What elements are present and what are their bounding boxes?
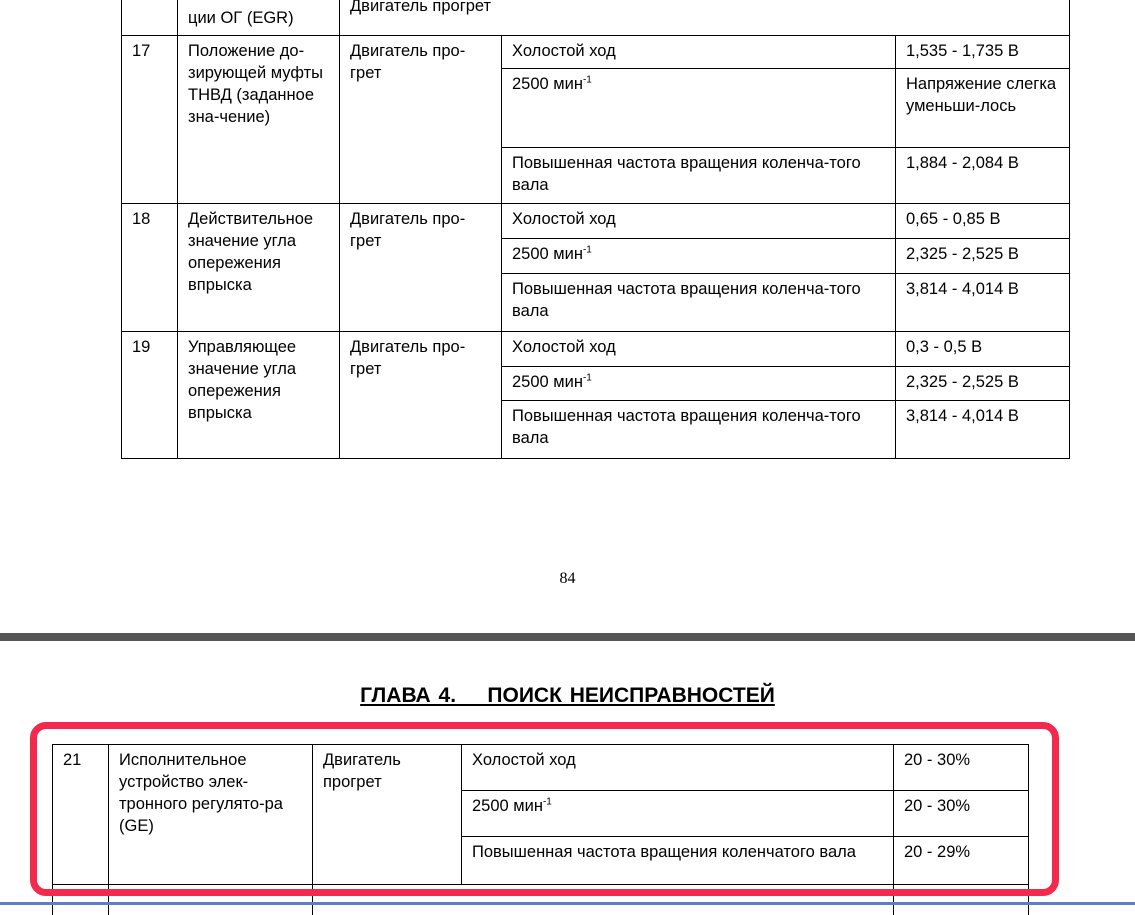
- value-cell: 2,325 - 2,525 В: [896, 367, 1070, 401]
- param-cell: Действительное значение угла опережения впрыска: [178, 204, 340, 332]
- mode-cell: 2500 мин$^{-1}$: [502, 69, 896, 148]
- mode-cell: Повышенная частота вращения коленча-того вала: [502, 401, 896, 459]
- condition-cell: Двигатель про-грет: [340, 204, 502, 332]
- param-cell: ции ОГ (EGR): [178, 0, 340, 36]
- condition-cell: Двигатель про-грет: [340, 36, 502, 204]
- row-number: 17: [122, 36, 178, 204]
- mode-cell: 2500 мин$^{-1}$: [502, 239, 896, 274]
- mode-cell: Повышенная частота вращения коленча-того вала: [502, 148, 896, 204]
- table-row: [122, 332, 1070, 367]
- value-cell: 3,814 - 4,014 В: [896, 401, 1070, 459]
- mode-cell: Повышенная частота вращения коленча-того вала: [502, 274, 896, 332]
- page-separator: [0, 633, 1135, 641]
- value-cell: 1,535 - 1,735 В: [896, 36, 1070, 69]
- value-cell: 20 - 30%: [894, 791, 1029, 837]
- page-number: 84: [559, 570, 576, 587]
- diagnostic-table-page-84: [121, 0, 1070, 459]
- value-cell: 0,65 - 0,85 В: [896, 204, 1070, 239]
- row-number: 18: [122, 204, 178, 332]
- row-number: 19: [122, 332, 178, 459]
- condition-cell: Двигатель прогрет: [313, 745, 462, 885]
- mode-cell: Холостой ход: [502, 204, 896, 239]
- param-cell: Исполнительное устройство элек-тронного регулято-ра (GE): [109, 745, 313, 885]
- chapter-heading: ГЛАВА 4. ПОИСК НЕИСПРАВНОСТЕЙ: [360, 684, 775, 707]
- table-row: [122, 36, 1070, 69]
- value-cell: Напряжение слегка уменьши-лось: [896, 69, 1070, 148]
- highlight-box: [30, 722, 1059, 896]
- param-cell: Управляющее значение угла опережения впрыска: [178, 332, 340, 459]
- mode-cell: Повышенная частота вращения коленчатого вала: [462, 837, 894, 885]
- mode-cell: Холостой ход: [502, 332, 896, 367]
- value-cell: 3,814 - 4,014 В: [896, 274, 1070, 332]
- mode-cell: Холостой ход: [502, 36, 896, 69]
- param-cell: Положение до-зирующей муфты ТНВД (заданное зна-чение): [178, 36, 340, 204]
- value-cell: 0,3 - 0,5 В: [896, 332, 1070, 367]
- value-cell: 1,884 - 2,084 В: [896, 148, 1070, 204]
- row-number: 21: [53, 745, 109, 885]
- value-cell: 2,325 - 2,525 В: [896, 239, 1070, 274]
- mode-cell: Холостой ход: [462, 745, 894, 791]
- condition-cell: Двигатель про-грет: [340, 332, 502, 459]
- mode-cell: 2500 мин$^{-1}$: [502, 367, 896, 401]
- table-row: [122, 204, 1070, 239]
- mode-cell: 2500 мин$^{-1}$: [462, 791, 894, 837]
- table-row: [122, 0, 1070, 36]
- condition-cell: Двигатель прогрет: [340, 0, 1070, 36]
- value-cell: 20 - 30%: [894, 745, 1029, 791]
- value-cell: 20 - 29%: [894, 837, 1029, 885]
